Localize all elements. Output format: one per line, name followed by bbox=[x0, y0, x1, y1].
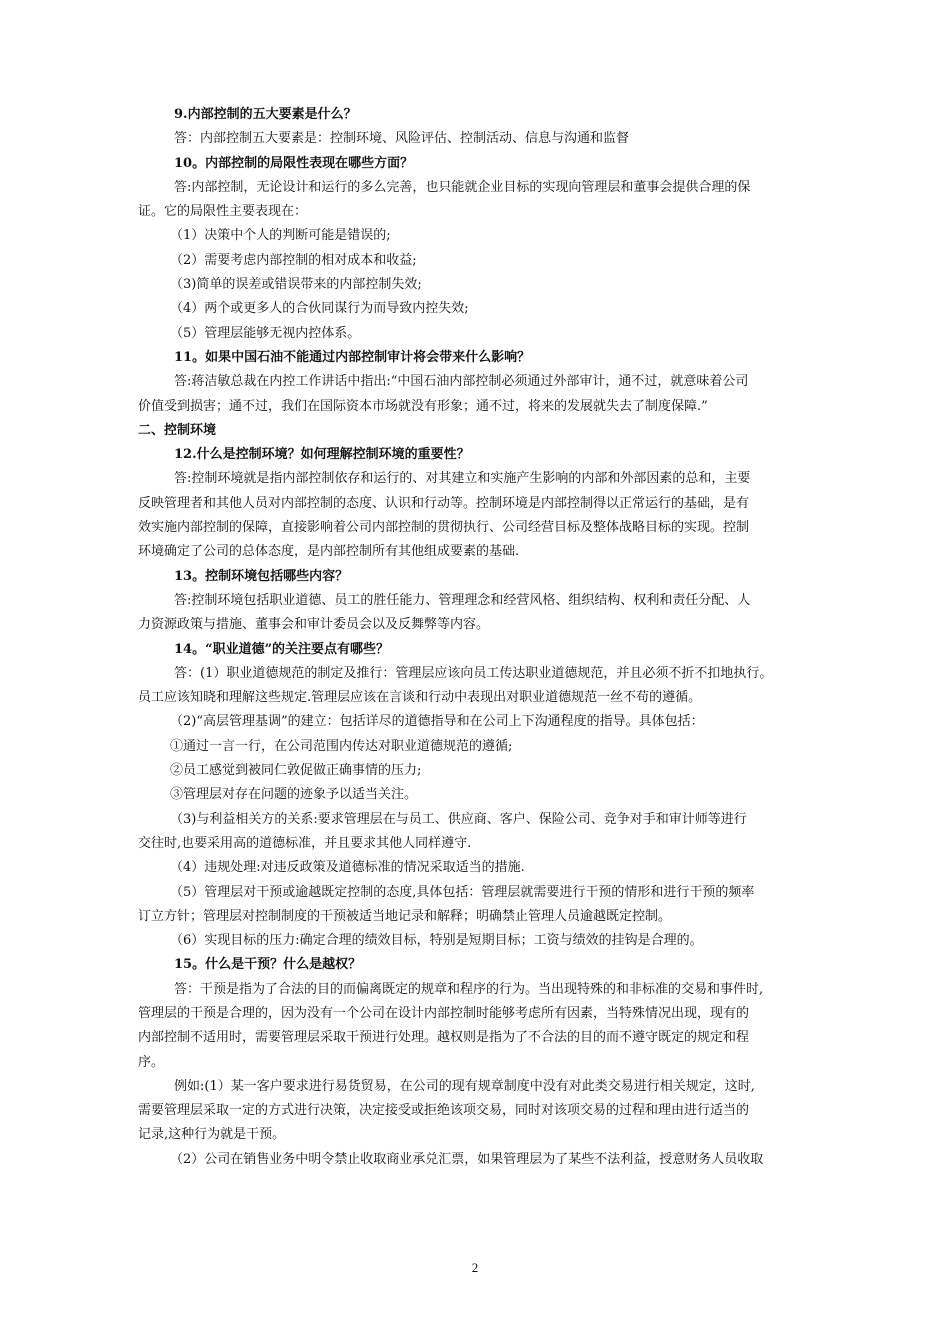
list-item: （2）公司在销售业务中明令禁止收取商业承兑汇票，如果管理层为了某些不法利益，授意财务人员收取 bbox=[170, 1151, 764, 1167]
paragraph-continuation: 效实施内部控制的保障，直接影响着公司内部控制的贯彻执行、公司经营目标及整体战略目标的实现。控制 bbox=[138, 520, 750, 536]
section-heading: 二、控制环境 bbox=[138, 422, 217, 438]
paragraph-continuation: 序。 bbox=[138, 1054, 165, 1070]
paragraph-line: 答:控制环境就是指内部控制依存和运行的、对其建立和实施产生影响的内部和外部因素的总和，主要 bbox=[174, 471, 751, 487]
page-content bbox=[138, 103, 818, 1172]
paragraph-continuation: 反映管理者和其他人员对内部控制的态度、认识和行动等。控制环境是内部控制得以正常运行的基础，是有 bbox=[138, 495, 750, 511]
paragraph-line: 答:内部控制，无论设计和运行的多么完善，也只能就企业目标的实现向管理层和董事会提供合理的保 bbox=[174, 179, 751, 195]
paragraph-continuation: 管理层的干预是合理的，因为没有一个公司在设计内部控制时能够考虑所有因素，当特殊情况出现，现有的 bbox=[138, 1005, 750, 1021]
list-item: （2)“高层管理基调”的建立：包括详尽的道德指导和在公司上下沟通程度的指导。具体包括： bbox=[170, 714, 704, 730]
paragraph-line: 答：(1）职业道德规范的制定及推行：管理层应该向员工传达职业道德规范，并且必须不折不扣地执行。 bbox=[174, 665, 773, 681]
page-number: 2 bbox=[471, 1260, 479, 1275]
list-item: （5）管理层能够无视内控体系。 bbox=[170, 325, 361, 341]
list-item: （5）管理层对干预或逾越既定控制的态度,具体包括：管理层就需要进行干预的情形和进行干预的频率 bbox=[170, 884, 755, 900]
question-heading: 13。控制环境包括哪些内容？ bbox=[174, 568, 349, 584]
paragraph-line: 答：内部控制五大要素是：控制环境、风险评估、控制活动、信息与沟通和监督 bbox=[174, 131, 630, 147]
paragraph-continuation: 内部控制不适用时，需要管理层采取干预进行处理。越权则是指为了不合法的目的而不遵守既定的规定和程 bbox=[138, 1030, 750, 1046]
list-item: （6）实现目标的压力:确定合理的绩效目标，特别是短期目标；工资与绩效的挂钩是合理的。 bbox=[170, 933, 703, 949]
question-heading: 11。如果中国石油不能通过内部控制审计将会带来什么影响？ bbox=[174, 349, 531, 365]
list-item: ③管理层对存在问题的迹象予以适当关注。 bbox=[170, 787, 418, 803]
paragraph-continuation: 员工应该知晓和理解这些规定.管理层应该在言谈和行动中表现出对职业道德规范一丝不苟的遵循。 bbox=[138, 690, 702, 706]
list-item: ②员工感觉到被同仁敦促做正确事情的压力; bbox=[170, 763, 422, 779]
paragraph-line: 答：干预是指为了合法的目的而偏离既定的规章和程序的行为。当出现特殊的和非标准的交易和事件时, bbox=[174, 981, 764, 997]
paragraph-continuation: 订立方针；管理层对控制制度的干预被适当地记录和解释；明确禁止管理人员逾越既定控制。 bbox=[138, 908, 672, 924]
list-item: （2）需要考虑内部控制的相对成本和收益; bbox=[170, 252, 417, 268]
list-item: （1）决策中个人的判断可能是错误的; bbox=[170, 228, 391, 244]
paragraph-continuation: 力资源政策与措施、董事会和审计委员会以及反舞弊等内容。 bbox=[138, 617, 490, 633]
question-heading: 15。什么是干预？什么是越权？ bbox=[174, 957, 362, 973]
question-heading: 14。“职业道德”的关注要点有哪些？ bbox=[174, 641, 390, 657]
list-item: （4）违规处理:对违反政策及道德标准的情况采取适当的措施. bbox=[170, 860, 525, 876]
paragraph-line: 答:蒋洁敏总裁在内控工作讲话中指出:“中国石油内部控制必须通过外部审计，通不过，就意味着公司 bbox=[174, 374, 749, 390]
list-item: （3)简单的误差或错误带来的内部控制失效; bbox=[170, 277, 422, 293]
question-heading: 9.内部控制的五大要素是什么？ bbox=[174, 107, 357, 122]
paragraph-line: 例如:(1）某一客户要求进行易货贸易，在公司的现有规章制度中没有对此类交易进行相关规定，这时, bbox=[174, 1078, 755, 1094]
list-item: ①通过一言一行，在公司范围内传达对职业道德规范的遵循; bbox=[170, 738, 513, 754]
paragraph-continuation: 记录,这种行为就是干预。 bbox=[138, 1127, 286, 1143]
paragraph-continuation: 证。它的局限性主要表现在： bbox=[138, 204, 308, 220]
paragraph-continuation: 交往时,也要采用高的道德标准，并且要求其他人同样遵守. bbox=[138, 835, 472, 851]
paragraph-continuation: 环境确定了公司的总体态度，是内部控制所有其他组成要素的基础. bbox=[138, 544, 520, 560]
paragraph-continuation: 价值受到损害；通不过，我们在国际资本市场就没有形象；通不过，将来的发展就失去了制度保障.” bbox=[138, 398, 708, 414]
list-item: （4）两个或更多人的合伙同谋行为而导致内控失效; bbox=[170, 301, 469, 317]
list-item: （3)与利益相关方的关系:要求管理层在与员工、供应商、客户、保险公司、竞争对手和审计师等进行 bbox=[170, 811, 747, 827]
question-heading: 10。内部控制的局限性表现在哪些方面？ bbox=[174, 155, 414, 171]
paragraph-line: 答:控制环境包括职业道德、员工的胜任能力、管理理念和经营风格、组织结构、权利和责任分配、人 bbox=[174, 592, 751, 608]
paragraph-continuation: 需要管理层采取一定的方式进行决策，决定接受或拒绝该项交易，同时对该项交易的过程和理由进行适当的 bbox=[138, 1103, 750, 1119]
question-heading: 12.什么是控制环境？如何理解控制环境的重要性？ bbox=[174, 447, 470, 463]
